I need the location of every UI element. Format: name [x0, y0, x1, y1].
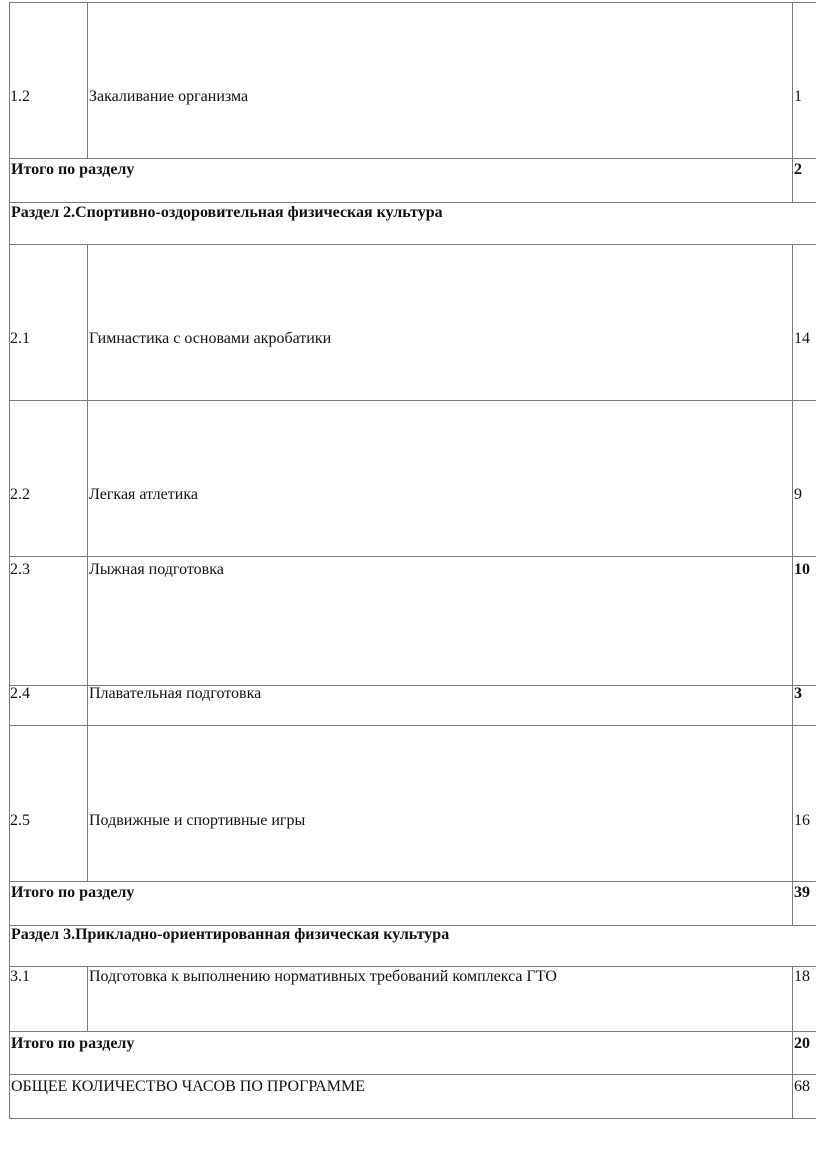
grand-total-label: ОБЩЕЕ КОЛИЧЕСТВО ЧАСОВ ПО ПРОГРАММЕ	[11, 1078, 365, 1095]
section-total-hours: 20	[794, 1035, 810, 1052]
table-rule	[9, 925, 10, 966]
table-rule	[87, 685, 88, 725]
table-rule	[9, 202, 816, 203]
table-rule	[87, 400, 88, 556]
table-rule	[9, 158, 10, 202]
table-rule	[792, 556, 793, 685]
item-hours: 9	[794, 486, 802, 503]
table-rule	[9, 1074, 816, 1075]
table-rule	[9, 202, 10, 244]
table-rule	[9, 725, 10, 881]
table-rule	[792, 1031, 793, 1074]
section-total-hours: 39	[794, 884, 810, 901]
item-name: Плавательная подготовка	[89, 685, 262, 702]
table-rule	[792, 158, 793, 202]
item-number: 2.2	[10, 486, 30, 503]
table-rule	[87, 725, 88, 881]
table-rule	[792, 2, 793, 158]
table-rule	[87, 2, 88, 158]
item-number: 2.3	[10, 561, 30, 578]
item-hours: 18	[794, 968, 810, 985]
item-number: 2.4	[10, 685, 30, 702]
item-hours: 3	[794, 685, 802, 702]
table-rule	[87, 966, 88, 1031]
table-rule	[9, 1118, 816, 1119]
table-rule	[792, 881, 793, 925]
table-rule	[9, 1074, 10, 1118]
table-rule	[792, 685, 793, 725]
table-rule	[9, 1031, 10, 1074]
section-total-label: Итого по разделу	[11, 1035, 135, 1052]
section-total-label: Итого по разделу	[11, 161, 135, 178]
table-rule	[9, 556, 816, 557]
item-name: Гимнастика с основами акробатики	[89, 330, 332, 347]
item-name: Подготовка к выполнению нормативных требований комплекса ГТО	[89, 968, 557, 985]
item-number: 2.1	[10, 330, 30, 347]
item-number: 2.5	[10, 812, 30, 829]
item-hours: 10	[794, 561, 810, 578]
table-rule	[87, 244, 88, 400]
section-total-hours: 2	[794, 161, 802, 178]
table-rule	[9, 2, 10, 158]
table-rule	[9, 244, 816, 245]
item-hours: 16	[794, 812, 810, 829]
section-heading: Раздел 2.Спортивно-оздоровительная физическая культура	[11, 204, 443, 221]
table-rule	[9, 881, 10, 925]
item-name: Легкая атлетика	[89, 486, 198, 503]
table-rule	[9, 881, 816, 882]
table-rule	[792, 244, 793, 400]
table-rule	[9, 2, 816, 3]
item-hours: 1	[794, 88, 802, 105]
item-name: Лыжная подготовка	[89, 561, 224, 578]
table-rule	[9, 400, 10, 556]
table-rule	[9, 244, 10, 400]
table-rule	[9, 725, 816, 726]
table-rule	[9, 158, 816, 159]
item-number: 1.2	[10, 88, 30, 105]
table-rule	[9, 1031, 816, 1032]
grand-total-hours: 68	[794, 1078, 810, 1095]
section-heading: Раздел 3.Прикладно-ориентированная физическая культура	[11, 926, 450, 943]
table-rule	[9, 966, 816, 967]
table-rule	[792, 725, 793, 881]
item-hours: 14	[794, 330, 810, 347]
section-total-label: Итого по разделу	[11, 884, 135, 901]
table-rule	[792, 1074, 793, 1118]
item-name: Подвижные и спортивные игры	[89, 812, 306, 829]
table-rule	[9, 400, 816, 401]
table-rule	[792, 400, 793, 556]
item-name: Закаливание организма	[89, 88, 249, 105]
item-number: 3.1	[10, 968, 30, 985]
table-rule	[87, 556, 88, 685]
table-rule	[792, 966, 793, 1031]
